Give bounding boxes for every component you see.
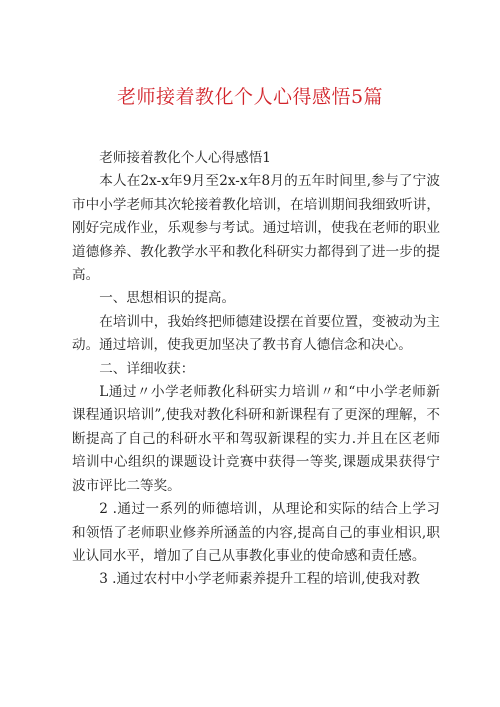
- document-body: [72, 147, 440, 592]
- section-heading: 老师接着教化个人心得感悟1: [99, 150, 271, 166]
- section-heading: 一、思想相识的提高。: [99, 290, 236, 307]
- paragraph: 本人在2x-x年9月至2x-x年8月的五年时间里,参与了宁波市中小学老师其次轮接着教化培训，在培训期间我细致听讲，刚好完成作业，乐观参与考试。通过培训，使我在老师的职业道德修养、教化教学水平和教化科研实力都得到了进一步的提高。: [72, 173, 440, 284]
- paragraph: 3 .通过农村中小学老师素养提升工程的培训,使我对教: [99, 571, 420, 588]
- paragraph: L通过〃小学老师教化科研实力培训〃和“中小学老师新课程通识培训”,使我对教化科研和新课程有了更深的理解，不断提高了自己的科研水平和驾驭新课程的实力.并且在区老师培训中心组织的课题设计竞赛中获得一等奖,课题成果获得宁波市评比二等奖。: [72, 384, 440, 494]
- document-title: 老师接着教化个人心得感悟5篇: [116, 86, 384, 108]
- section-heading: 二、详细收获：: [99, 360, 195, 377]
- paragraph: 2 .通过一系列的师德培训，从理论和实际的结合上学习和领悟了老师职业修养所涵盖的内容,提高自己的事业相识,职业认同水平，增加了自己从事教化事业的使命感和责任感。: [72, 501, 440, 564]
- paragraph: 在培训中，我始终把师德建设摆在首要位置，变被动为主动。通过培训，使我更加坚决了教书育人德信念和决心。: [72, 313, 440, 354]
